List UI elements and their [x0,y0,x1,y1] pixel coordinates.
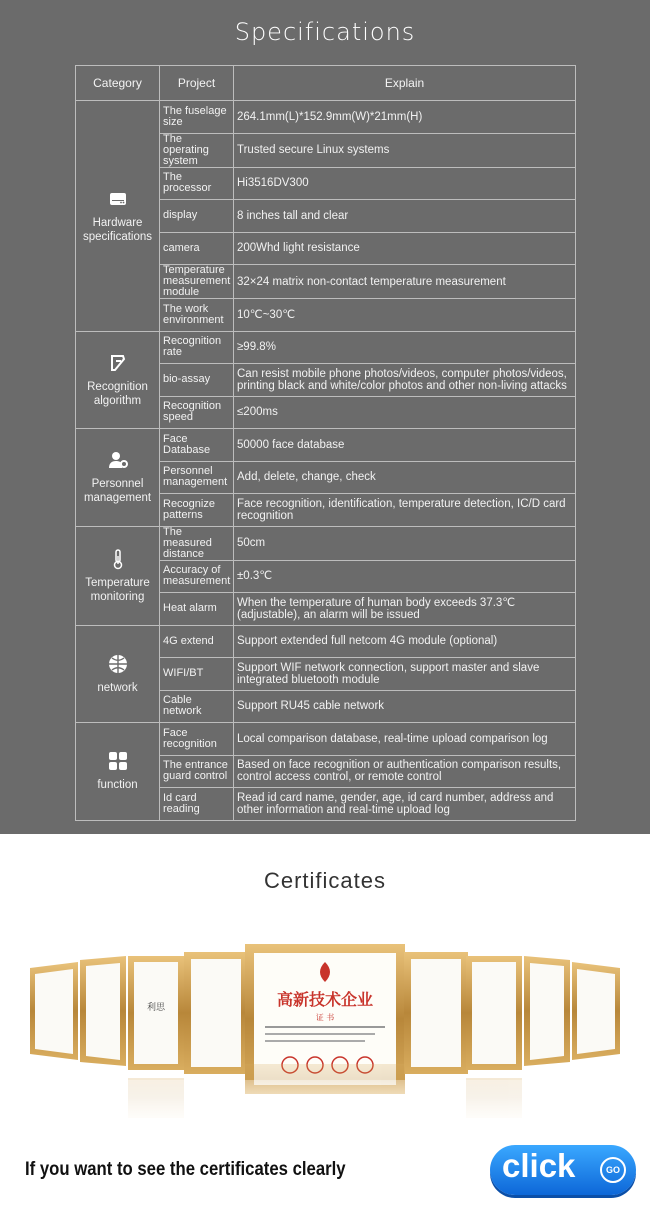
explain-cell: When the temperature of human body exceeds 37.3℃ (adjustable), an alarm will be issued [234,593,576,626]
category-label: Temperature monitoring [85,576,150,603]
project-cell: Id card reading [160,788,234,821]
category-cell [76,723,160,821]
explain-cell: 264.1mm(L)*152.9mm(W)*21mm(H) [234,101,576,134]
project-cell: The operating system [160,133,234,167]
table-row [76,429,576,462]
table-row [76,526,576,560]
category-label: Hardware specifications [82,216,153,243]
project-cell: The entrance guard control [160,755,234,788]
main-certificate-title: 高新技术企业 [276,990,374,1009]
thermometer-icon [78,548,157,570]
explain-cell: Hi3516DV300 [234,167,576,200]
project-cell: The work environment [160,299,234,332]
specifications-title: Specifications [234,18,416,46]
table-row [76,723,576,756]
explain-cell: 50000 face database [234,429,576,462]
explain-cell: 8 inches tall and clear [234,200,576,233]
project-cell: Recognition rate [160,331,234,364]
project-cell: camera [160,232,234,265]
header-project: Project [160,66,234,101]
category-label: function [97,779,138,792]
go-icon: GO [600,1157,626,1183]
explain-cell: 200Whd light resistance [234,232,576,265]
explain-cell: Support RU45 cable network [234,690,576,723]
project-cell: Recognize patterns [160,494,234,527]
project-cell: The measured distance [160,526,234,560]
specifications-table [75,65,576,821]
click-button-label: click [502,1147,576,1184]
explain-cell: Support WIF network connection, support master and slave integrated bluetooth module [234,658,576,691]
explain-cell: ≤200ms [234,396,576,429]
click-go-button[interactable] [490,1145,636,1195]
project-cell: Personnel management [160,461,234,494]
globe-icon [78,653,157,675]
explain-cell: 10℃~30℃ [234,299,576,332]
server-icon [78,188,157,210]
project-cell: WIFI/BT [160,658,234,691]
category-cell [76,429,160,527]
project-cell: The fuselage size [160,101,234,134]
grid-icon [78,750,157,772]
project-cell: Heat alarm [160,593,234,626]
user-gear-icon [78,449,157,471]
explain-cell: Read id card name, gender, age, id card number, address and other information and real-time upload log [234,788,576,821]
project-cell: Accuracy of measurement [160,560,234,593]
explain-cell: ±0.3℃ [234,560,576,593]
category-cell [76,625,160,723]
project-cell: Face recognition [160,723,234,756]
category-label: Personnel management [83,478,152,505]
project-cell: Face Database [160,429,234,462]
explain-cell: Can resist mobile phone photos/videos, computer photos/videos, printing black and white/color photos and other non-living attacks [234,364,576,397]
explain-cell: Local comparison database, real-time upload comparison log [234,723,576,756]
header-category: Category [76,66,160,101]
header-explain: Explain [234,66,576,101]
side-certificate-text: 利思 [146,1003,166,1013]
category-cell [76,331,160,429]
certificates-image [0,930,650,1130]
explain-cell: Add, delete, change, check [234,461,576,494]
specifications-body [76,101,576,821]
category-label: Recognition algorithm [87,380,148,407]
category-label: network [97,681,138,694]
project-cell: Recognition speed [160,396,234,429]
explain-cell: Based on face recognition or authentication comparison results, control access control, or remote control [234,755,576,788]
table-row [76,331,576,364]
explain-cell: 50cm [234,526,576,560]
project-cell: display [160,200,234,233]
main-certificate-subtitle: 证 书 [315,1013,335,1022]
project-cell: The processor [160,167,234,200]
category-cell [76,526,160,625]
project-cell: Cable network [160,690,234,723]
table-row [76,101,576,134]
explain-cell: Face recognition, identification, temperature detection, IC/D card recognition [234,494,576,527]
table-row [76,625,576,658]
algorithm-icon [78,352,157,374]
explain-cell: ≥99.8% [234,331,576,364]
explain-cell: Trusted secure Linux systems [234,133,576,167]
project-cell: 4G extend [160,625,234,658]
certificates-prompt: If you want to see the certificates clearly [25,1159,346,1180]
category-cell [76,101,160,332]
certificates-title: Certificates [263,868,387,893]
project-cell: bio-assay [160,364,234,397]
table-header-row [76,66,576,101]
explain-cell: 32×24 matrix non-contact temperature measurement [234,265,576,299]
project-cell: Temperature measurement module [160,265,234,299]
explain-cell: Support extended full netcom 4G module (optional) [234,625,576,658]
